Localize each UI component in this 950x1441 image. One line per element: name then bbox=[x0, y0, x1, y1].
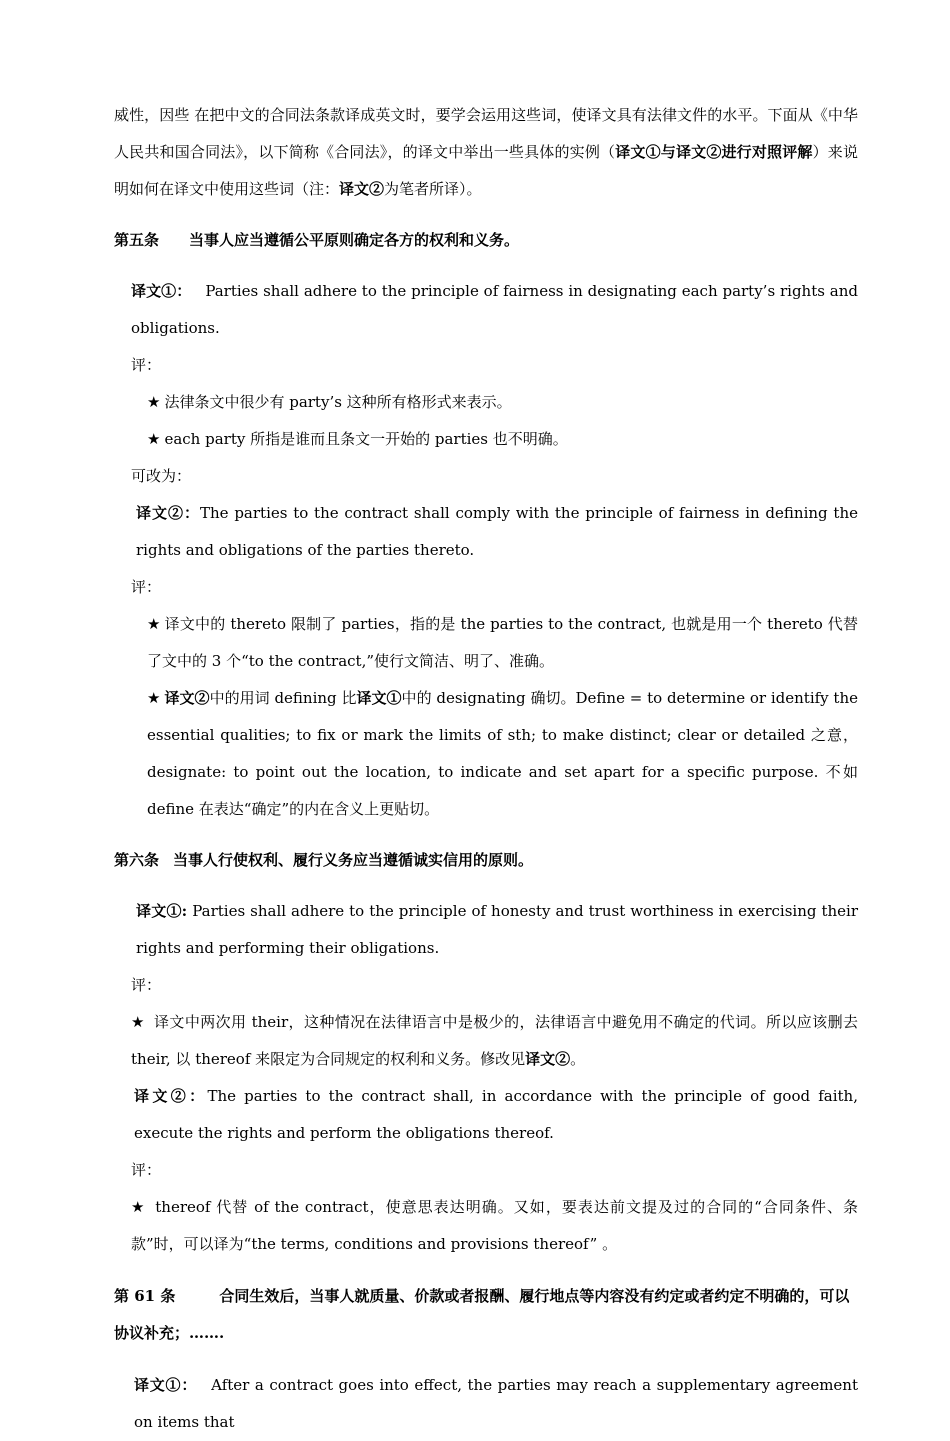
comment-text: thereof 代替 of the contract，使意思表达明确。又如，要表达前文提及过的合同的“合同条件、条款”时，可以译为“the terms, conditions and provisions thereof” 。 bbox=[131, 1198, 858, 1253]
intro-bold-text: 译文①与译文②进行对照评解 bbox=[615, 143, 813, 161]
article-61-heading bbox=[114, 1278, 858, 1352]
star-icon: ★ bbox=[147, 430, 161, 448]
comment-bold-text: 译文① bbox=[356, 689, 402, 707]
intro-bold-text: 译文② bbox=[339, 180, 385, 198]
article-5-translation-2 bbox=[114, 495, 858, 569]
document-body bbox=[114, 97, 858, 1441]
translation-label: 译文①: bbox=[136, 902, 188, 920]
comment-text: 译文中的 thereto 限制了 parties，指的是 the parties to the contract, 也就是用一个 thereto 代替了文中的 3 个“to the contract,”使行文简洁、明了、准确。 bbox=[147, 615, 858, 670]
star-icon: ★ bbox=[147, 615, 161, 633]
article-5-comment-4 bbox=[114, 680, 858, 828]
article-61-translation-1 bbox=[114, 1367, 858, 1441]
article-6-translation-2 bbox=[114, 1078, 858, 1152]
translation-text: After a contract goes into effect, the parties may reach a supplementary agreement on items that bbox=[134, 1376, 858, 1431]
article-text: 当事人应当遵循公平原则确定各方的权利和义务。 bbox=[189, 231, 520, 249]
article-6-translation-1 bbox=[114, 893, 858, 967]
article-5-comment-3 bbox=[114, 606, 858, 680]
intro-text: ）来说明如何在译文中使用这些词（注： bbox=[114, 143, 858, 198]
comment-text: 译文中两次用 their，这种情况在法律语言中是极少的，法律语言中避免用不确定的代词。所以应该删去 their, 以 thereof 来限定为合同规定的权利和义务。修改见 bbox=[131, 1013, 858, 1068]
article-text: 合同生效后，当事人就质量、价款或者报酬、履行地点等内容没有约定或者约定不明确的，可以协议补充；……. bbox=[114, 1287, 850, 1342]
star-icon: ★ bbox=[147, 393, 161, 411]
revise-label: 可改为： bbox=[131, 467, 192, 485]
article-number: 第五条 bbox=[114, 231, 160, 249]
translation-text: Parties shall adhere to the principle of fairness in designating each party’s rights and obligations. bbox=[131, 282, 858, 337]
intro-paragraph bbox=[114, 97, 858, 208]
comment-bold-text: 译文② bbox=[525, 1050, 571, 1068]
comment-text: 法律条文中很少有 party’s 这种所有格形式来表示。 bbox=[164, 393, 512, 411]
article-5-translation-1 bbox=[114, 273, 858, 347]
translation-label: 译文①： bbox=[131, 282, 192, 300]
translation-text: The parties to the contract shall, in accordance with the principle of good faith, execute the rights and perform the obligations thereof. bbox=[134, 1087, 858, 1142]
comment-label: 评： bbox=[131, 1161, 162, 1179]
intro-text: 为笔者所译）。 bbox=[384, 180, 482, 198]
translation-label: 译文②： bbox=[136, 504, 201, 522]
article-5-heading bbox=[114, 223, 858, 258]
comment-label: 评： bbox=[131, 356, 162, 374]
comment-bold-text: 译文② bbox=[164, 689, 210, 707]
translation-text: Parties shall adhere to the principle of honesty and trust worthiness in exercising their rights and performing their obligations. bbox=[136, 902, 858, 957]
comment-text: 中的用词 defining 比 bbox=[209, 689, 357, 707]
article-5-comment-1 bbox=[114, 384, 858, 421]
article-6-comment-2 bbox=[114, 1189, 858, 1263]
article-6-comment-1 bbox=[114, 1004, 858, 1078]
translation-text: The parties to the contract shall comply with the principle of fairness in defining the rights and obligations of the parties thereto. bbox=[136, 504, 858, 559]
article-number: 第六条 bbox=[114, 851, 160, 869]
star-icon: ★ bbox=[131, 1198, 146, 1216]
comment-label: 评： bbox=[131, 976, 162, 994]
article-text: 当事人行使权利、履行义务应当遵循诚实信用的原则。 bbox=[173, 851, 534, 869]
article-6-heading bbox=[114, 843, 858, 878]
article-5-comment-2 bbox=[114, 421, 858, 458]
intro-text: 威性，因些 在把中文的合同法条款译成英文时，要学会运用这些词，使译文具有法律文件的水平。下面从《中华人民共和国合同法》，以下简称《合同法》，的译文中举出一些具体的实例（ bbox=[114, 106, 858, 161]
comment-text: each party 所指是谁而且条文一开始的 parties 也不明确。 bbox=[164, 430, 568, 448]
comment-text: 中的 designating 确切。Define = to determine or identify the essential qualities; to fix or mark the limits of sth; to make distinct; clear or detailed 之意，designate: to point out the location, to indicate and set apart for a specific purpose. 不如 define 在表达“确定”的内在含义上更贴切。 bbox=[147, 689, 858, 818]
translation-label: 译文②： bbox=[134, 1087, 208, 1105]
translation-label: 译文①： bbox=[134, 1376, 198, 1394]
comment-label: 评： bbox=[131, 578, 162, 596]
article-number: 第 61 条 bbox=[114, 1287, 176, 1305]
star-icon: ★ bbox=[147, 689, 161, 707]
star-icon: ★ bbox=[131, 1013, 145, 1031]
comment-text: 。 bbox=[570, 1050, 586, 1068]
